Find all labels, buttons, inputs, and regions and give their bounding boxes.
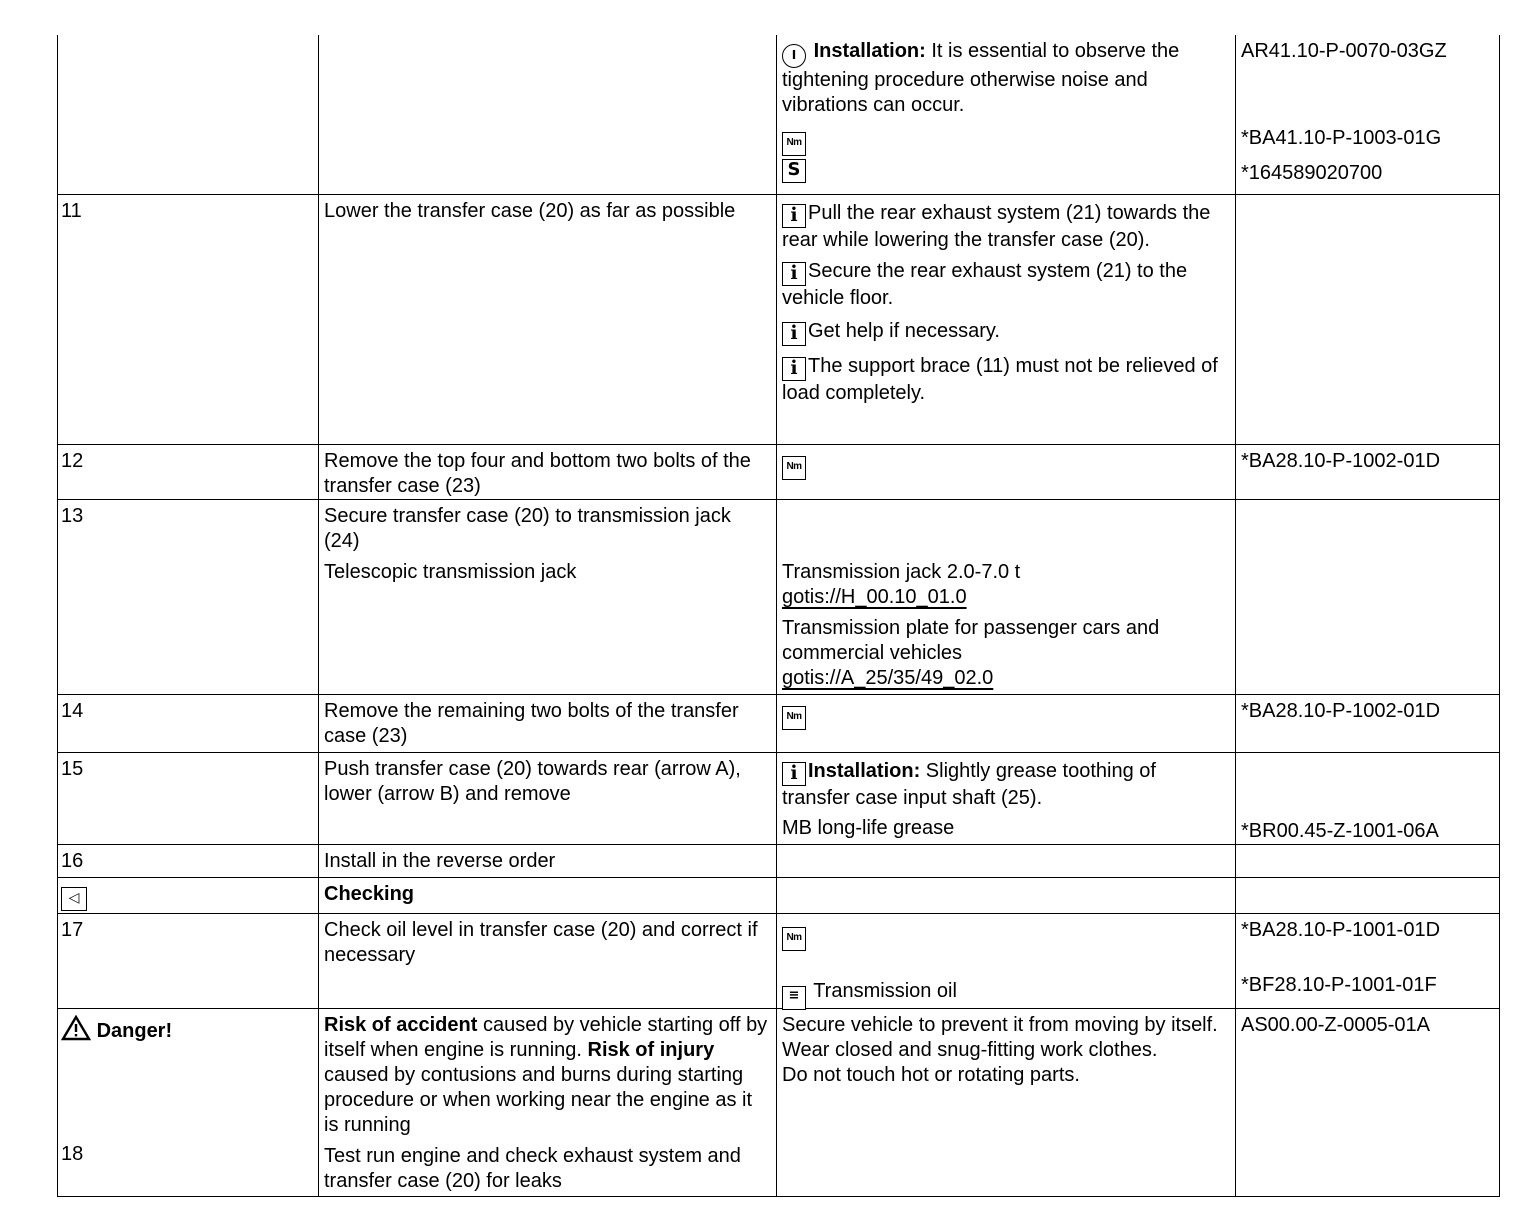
safety-measure: Do not touch hot or rotating parts. [782,1064,1080,1086]
table-row [57,695,1500,753]
torque-icon: Nm [782,706,806,730]
installation-icon: I [782,44,806,68]
oil-icon: ≡ [782,986,806,1010]
info-icon: i [782,262,806,286]
step-notes-cell [776,914,1235,1008]
tool-link[interactable]: gotis://A_25/35/49_02.0 [782,667,994,689]
step-action: Secure transfer case (20) to transmission jack (24) [324,505,731,552]
checking-icon-cell [57,878,318,913]
step-action: Remove the top four and bottom two bolts of the transfer case (23) [324,450,751,497]
reference-cell [1235,878,1500,913]
reference-link[interactable]: *BA28.10-P-1002-01D [1241,700,1441,722]
step-number: 12 [61,450,84,472]
reference-link[interactable]: *BF28.10-P-1001-01F [1241,974,1437,996]
table-row [57,753,1500,845]
step-notes-cell [776,878,1235,913]
step-number: 14 [61,700,84,722]
note-text: It is essential to observe the tightening procedure otherwise noise and vibrations can occur. [782,40,1180,116]
step-action: Remove the remaining two bolts of the transfer case (23) [324,700,739,747]
step-action: Check oil level in transfer case (20) and correct if necessary [324,919,758,966]
reference-cell [1235,753,1500,844]
safety-measure: Wear closed and snug-fitting work clothes. [782,1039,1158,1061]
info-icon: i [782,322,806,346]
danger-label: Danger! [96,1020,173,1042]
torque-icon: Nm [782,132,806,156]
table-row [57,195,1500,445]
torque-icon: Nm [782,456,806,480]
step-number: 15 [61,758,84,780]
step-number: 13 [61,505,84,527]
note-text: Slightly grease toothing of transfer case input shaft (25). [782,760,1156,809]
step-number: 16 [61,850,84,872]
table-row [57,1009,1500,1197]
note-text: Secure the rear exhaust system (21) to the vehicle floor. [782,260,1188,309]
table-row [57,914,1500,1009]
step-number-cell [57,35,318,194]
step-action: Push transfer case (20) towards rear (arrow A), lower (arrow B) and remove [324,758,741,805]
safety-measure: Secure vehicle to prevent it from moving by itself. [782,1014,1218,1036]
note-label: Installation: [808,760,921,782]
reference-cell [1235,845,1500,877]
table-row [57,35,1500,195]
step-notes-cell [776,35,1235,194]
section-title: Checking [324,883,415,905]
reference-link[interactable]: *164589020700 [1241,162,1383,184]
reference-cell [1235,195,1500,444]
table-row [57,445,1500,500]
reference-link[interactable]: *BA41.10-P-1003-01G [1241,127,1442,149]
danger-text-cell [318,1009,776,1196]
material-name: MB long-life grease [782,817,955,839]
note-label: Installation: [813,40,926,62]
reference-link[interactable]: AS00.00-Z-0005-01A [1241,1014,1431,1036]
step-action-cell [318,500,776,694]
info-icon: i [782,357,806,381]
torque-icon: Nm [782,927,806,951]
note-text: Pull the rear exhaust system (21) towards the rear while lowering the transfer case (20). [782,202,1211,251]
reference-link[interactable]: AR41.10-P-0070-03GZ [1241,40,1447,62]
info-icon: i [782,204,806,228]
step-notes-cell [776,445,1235,499]
danger-description: Risk of accident caused by vehicle starting off by itself when engine is running. Risk of injury caused by contusions and burns during starting procedure or when working near the engine as it is running [324,1014,768,1136]
step-number: 17 [61,919,84,941]
tool-link[interactable]: gotis://H_00.10_01.0 [782,586,967,608]
info-icon: i [782,762,806,786]
step-notes-cell [776,195,1235,444]
special-tool-icon: S [782,159,806,183]
reference-cell [1235,914,1500,1008]
table-row [57,845,1500,878]
checking-icon: ◁ [61,887,87,911]
step-action-cell [318,35,776,194]
reference-cell [1235,35,1500,194]
step-notes-cell [776,845,1235,877]
step-notes-cell [776,500,1235,694]
table-row [57,500,1500,695]
step-number: 18 [61,1143,84,1165]
step-action: Lower the transfer case (20) as far as possible [324,200,736,222]
reference-link[interactable]: *BA28.10-P-1001-01D [1241,919,1441,941]
step-notes-cell [776,695,1235,752]
step-notes-cell [776,753,1235,844]
step-sub-action: Telescopic transmission jack [324,561,577,583]
table-row [57,878,1500,914]
note-text: The support brace (11) must not be relieved of load completely. [782,355,1218,404]
warning-triangle-icon [61,1015,91,1041]
oil-label: Transmission oil [813,980,957,1002]
tool-name: Transmission jack 2.0-7.0 t [782,561,1021,583]
safety-measures-cell [776,1009,1235,1196]
reference-link[interactable]: *BA28.10-P-1002-01D [1241,450,1441,472]
note-text: Get help if necessary. [808,320,1000,342]
reference-link[interactable]: *BR00.45-Z-1001-06A [1241,820,1439,842]
step-number: 11 [61,200,82,222]
step-action: Install in the reverse order [324,850,556,872]
tool-name: Transmission plate for passenger cars and commercial vehicles [782,617,1160,664]
step-action: Test run engine and check exhaust system and transfer case (20) for leaks [324,1145,741,1192]
reference-cell [1235,500,1500,694]
danger-cell [57,1009,318,1196]
